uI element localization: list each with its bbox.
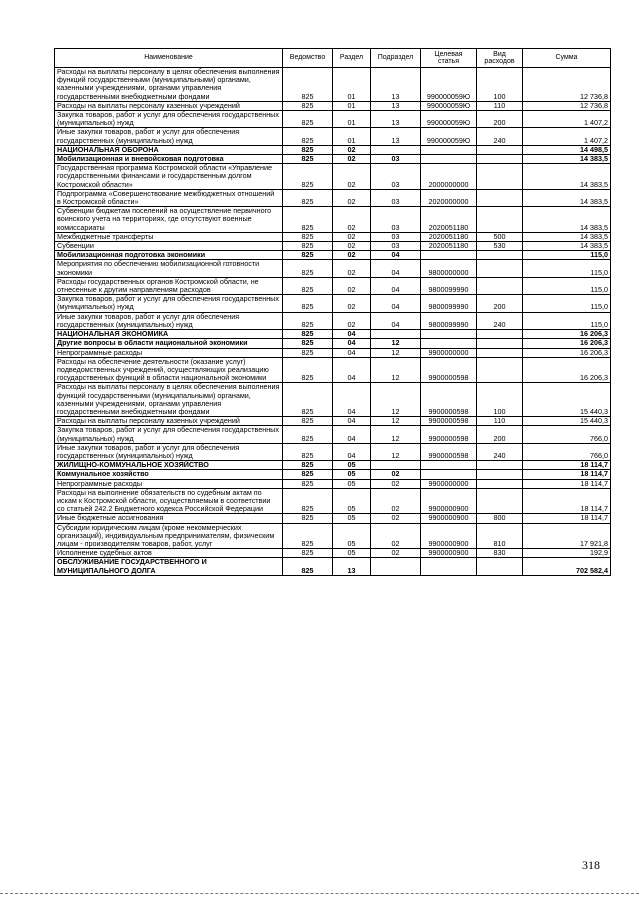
row-section: 01	[333, 101, 371, 110]
row-dept: 825	[283, 488, 333, 514]
row-dept: 825	[283, 101, 333, 110]
row-name: Расходы на выплаты персоналу в целях обеспечения выполнения функций государственными (муниципальными) органами, казенными учреждениями, органами управления государственными внебюджетными фондами	[55, 68, 283, 102]
row-name: Мобилизационная подготовка экономики	[55, 251, 283, 260]
table-row	[55, 383, 611, 417]
row-target	[421, 339, 477, 348]
row-dept: 825	[283, 128, 333, 145]
row-section: 04	[333, 330, 371, 339]
row-section: 02	[333, 189, 371, 206]
row-dept: 825	[283, 145, 333, 154]
row-subsection: 12	[371, 383, 421, 417]
row-name: Расходы на выплаты персоналу в целях обеспечения выполнения функций государственными (муниципальными) органами, казенными учреждениями, органами управления государственными внебюджетными фондами	[55, 383, 283, 417]
row-name: Субвенции	[55, 242, 283, 251]
row-name: Субсидии юридическим лицам (кроме некоммерческих организаций), индивидуальным предпринимателям, физическим лицам - производителям товаров, работ, услуг	[55, 523, 283, 549]
table-row	[55, 443, 611, 460]
row-name: Расходы на обеспечение деятельности (оказание услуг) подведомственных учреждений, осуществляющих реализацию государственных функций в области национальной экономики	[55, 357, 283, 383]
row-target: 9900000900	[421, 549, 477, 558]
row-sum: 14 383,5	[523, 242, 611, 251]
row-exp-type	[477, 461, 523, 470]
row-section: 05	[333, 479, 371, 488]
row-target: 2000000000	[421, 164, 477, 190]
row-name: Закупка товаров, работ и услуг для обеспечения государственных (муниципальных) нужд	[55, 111, 283, 128]
row-sum: 15 440,3	[523, 383, 611, 417]
row-dept: 825	[283, 514, 333, 523]
row-name: НАЦИОНАЛЬНАЯ ЭКОНОМИКА	[55, 330, 283, 339]
row-sum: 15 440,3	[523, 417, 611, 426]
row-sum: 14 383,5	[523, 155, 611, 164]
row-section: 02	[333, 164, 371, 190]
row-name: Иные закупки товаров, работ и услуг для обеспечения государственных (муниципальных) нужд	[55, 312, 283, 329]
table-row	[55, 277, 611, 294]
table-row	[55, 232, 611, 241]
row-name: Расходы на выплаты персоналу казенных учреждений	[55, 101, 283, 110]
row-name: ОБСЛУЖИВАНИЕ ГОСУДАРСТВЕННОГО И МУНИЦИПАЛЬНОГО ДОЛГА	[55, 558, 283, 575]
row-exp-type	[477, 189, 523, 206]
row-exp-type: 500	[477, 232, 523, 241]
row-dept: 825	[283, 426, 333, 443]
row-target: 2020051180	[421, 242, 477, 251]
table-row	[55, 488, 611, 514]
row-sum: 16 206,3	[523, 357, 611, 383]
row-subsection: 04	[371, 277, 421, 294]
row-target	[421, 461, 477, 470]
row-exp-type	[477, 251, 523, 260]
header-subsection: Подраздел	[371, 49, 421, 68]
table-row	[55, 189, 611, 206]
row-dept: 825	[283, 383, 333, 417]
row-section: 04	[333, 417, 371, 426]
table-row	[55, 470, 611, 479]
row-target: 9800099990	[421, 295, 477, 312]
row-section: 04	[333, 348, 371, 357]
row-subsection: 13	[371, 111, 421, 128]
row-section: 04	[333, 443, 371, 460]
row-subsection: 12	[371, 348, 421, 357]
row-dept: 825	[283, 232, 333, 241]
row-sum: 16 206,3	[523, 339, 611, 348]
row-exp-type: 830	[477, 549, 523, 558]
row-name: Мероприятия по обеспечению мобилизационной готовности экономики	[55, 260, 283, 277]
table-header-row	[55, 49, 611, 68]
row-sum: 14 383,5	[523, 164, 611, 190]
budget-table	[54, 48, 611, 576]
table-row	[55, 68, 611, 102]
row-exp-type: 100	[477, 383, 523, 417]
row-name: Закупка товаров, работ и услуг для обеспечения государственных (муниципальных) нужд	[55, 426, 283, 443]
row-sum: 702 582,4	[523, 558, 611, 575]
row-dept: 825	[283, 470, 333, 479]
row-sum: 18 114,7	[523, 514, 611, 523]
header-sum: Сумма	[523, 49, 611, 68]
page-number: 318	[582, 858, 600, 872]
row-sum: 766,0	[523, 443, 611, 460]
row-dept: 825	[283, 330, 333, 339]
row-name: Непрограммные расходы	[55, 348, 283, 357]
row-section: 04	[333, 426, 371, 443]
row-section: 05	[333, 549, 371, 558]
row-subsection: 04	[371, 260, 421, 277]
row-subsection: 02	[371, 479, 421, 488]
row-name: Межбюджетные трансферты	[55, 232, 283, 241]
row-name: Расходы на выполнение обязательств по судебным актам по искам к Костромской области, осуществляемым в соответствии со статьей 242.2 Бюджетного кодекса Российской Федерации	[55, 488, 283, 514]
row-sum: 14 383,5	[523, 189, 611, 206]
table-row	[55, 558, 611, 575]
row-exp-type: 810	[477, 523, 523, 549]
row-section: 02	[333, 242, 371, 251]
row-exp-type	[477, 357, 523, 383]
row-dept: 825	[283, 111, 333, 128]
table-row	[55, 339, 611, 348]
page-bottom-divider	[0, 893, 639, 894]
row-target: 990000059Ю	[421, 111, 477, 128]
table-row	[55, 357, 611, 383]
row-dept: 825	[283, 207, 333, 233]
row-section: 02	[333, 251, 371, 260]
row-sum: 12 736,8	[523, 101, 611, 110]
row-section: 05	[333, 488, 371, 514]
row-sum: 18 114,7	[523, 479, 611, 488]
row-target: 9800099990	[421, 277, 477, 294]
row-dept: 825	[283, 479, 333, 488]
row-sum: 115,0	[523, 251, 611, 260]
row-sum: 1 407,2	[523, 128, 611, 145]
row-sum: 115,0	[523, 312, 611, 329]
row-name: Расходы на выплаты персоналу казенных учреждений	[55, 417, 283, 426]
row-name: Непрограммные расходы	[55, 479, 283, 488]
row-exp-type	[477, 330, 523, 339]
row-subsection: 13	[371, 128, 421, 145]
row-name: Подпрограмма «Совершенствование межбюджетных отношений в Костромской области»	[55, 189, 283, 206]
row-exp-type	[477, 164, 523, 190]
row-section: 02	[333, 277, 371, 294]
row-target: 990000059Ю	[421, 68, 477, 102]
row-subsection: 12	[371, 443, 421, 460]
row-subsection: 13	[371, 68, 421, 102]
row-name: Иные закупки товаров, работ и услуг для обеспечения государственных (муниципальных) нужд	[55, 128, 283, 145]
row-subsection: 04	[371, 312, 421, 329]
row-subsection: 02	[371, 470, 421, 479]
row-name: НАЦИОНАЛЬНАЯ ОБОРОНА	[55, 145, 283, 154]
row-sum: 14 383,5	[523, 207, 611, 233]
row-dept: 825	[283, 189, 333, 206]
row-target: 9900000598	[421, 417, 477, 426]
row-target: 2020000000	[421, 189, 477, 206]
row-exp-type	[477, 479, 523, 488]
row-section: 01	[333, 128, 371, 145]
row-section: 02	[333, 260, 371, 277]
row-target: 990000059Ю	[421, 101, 477, 110]
row-target: 9800000000	[421, 260, 477, 277]
row-subsection: 03	[371, 242, 421, 251]
row-section: 05	[333, 523, 371, 549]
table-row	[55, 312, 611, 329]
row-target	[421, 330, 477, 339]
row-section: 01	[333, 111, 371, 128]
row-exp-type: 110	[477, 101, 523, 110]
row-name: Субвенции бюджетам поселений на осуществление первичного воинского учета на территориях, где отсутствуют военные комиссариаты	[55, 207, 283, 233]
row-exp-type	[477, 260, 523, 277]
table-row	[55, 128, 611, 145]
row-exp-type: 100	[477, 68, 523, 102]
row-dept: 825	[283, 260, 333, 277]
row-exp-type: 530	[477, 242, 523, 251]
row-dept: 825	[283, 523, 333, 549]
row-section: 05	[333, 461, 371, 470]
row-section: 02	[333, 207, 371, 233]
row-sum: 1 407,2	[523, 111, 611, 128]
row-target: 9900000000	[421, 348, 477, 357]
row-subsection: 03	[371, 164, 421, 190]
row-target	[421, 145, 477, 154]
row-target: 9900000598	[421, 357, 477, 383]
row-section: 04	[333, 339, 371, 348]
row-sum: 18 114,7	[523, 470, 611, 479]
row-dept: 825	[283, 443, 333, 460]
row-section: 02	[333, 295, 371, 312]
row-section: 04	[333, 383, 371, 417]
row-subsection: 02	[371, 488, 421, 514]
row-target	[421, 470, 477, 479]
row-exp-type: 240	[477, 128, 523, 145]
row-sum: 14 498,5	[523, 145, 611, 154]
row-subsection: 02	[371, 549, 421, 558]
row-dept: 825	[283, 549, 333, 558]
row-name: Закупка товаров, работ и услуг для обеспечения государственных (муниципальных) нужд	[55, 295, 283, 312]
row-subsection: 12	[371, 417, 421, 426]
row-sum: 115,0	[523, 260, 611, 277]
row-target: 2020051180	[421, 232, 477, 241]
header-exp-type: Вид расходов	[477, 49, 523, 68]
row-section: 04	[333, 357, 371, 383]
row-sum: 14 383,5	[523, 232, 611, 241]
row-name: Коммунальное хозяйство	[55, 470, 283, 479]
row-section: 01	[333, 68, 371, 102]
row-section: 02	[333, 145, 371, 154]
table-row	[55, 514, 611, 523]
row-dept: 825	[283, 277, 333, 294]
table-row	[55, 295, 611, 312]
row-sum: 17 921,8	[523, 523, 611, 549]
row-sum: 16 206,3	[523, 348, 611, 357]
row-section: 05	[333, 514, 371, 523]
row-sum: 12 736,8	[523, 68, 611, 102]
row-dept: 825	[283, 348, 333, 357]
row-exp-type: 240	[477, 443, 523, 460]
row-sum: 115,0	[523, 295, 611, 312]
row-subsection: 03	[371, 207, 421, 233]
table-row	[55, 426, 611, 443]
row-target: 9900000900	[421, 488, 477, 514]
row-dept: 825	[283, 417, 333, 426]
table-row	[55, 523, 611, 549]
row-dept: 825	[283, 558, 333, 575]
row-exp-type: 200	[477, 295, 523, 312]
row-target: 9900000598	[421, 443, 477, 460]
row-name: ЖИЛИЩНО-КОММУНАЛЬНОЕ ХОЗЯЙСТВО	[55, 461, 283, 470]
row-dept: 825	[283, 295, 333, 312]
table-row	[55, 207, 611, 233]
row-name: Государственная программа Костромской области «Управление государственными финансами и государственным долгом Костромской области»	[55, 164, 283, 190]
row-section: 02	[333, 312, 371, 329]
header-section: Раздел	[333, 49, 371, 68]
row-exp-type	[477, 470, 523, 479]
row-dept: 825	[283, 312, 333, 329]
row-dept: 825	[283, 251, 333, 260]
row-dept: 825	[283, 242, 333, 251]
row-target: 9900000900	[421, 523, 477, 549]
row-subsection: 12	[371, 339, 421, 348]
row-exp-type	[477, 207, 523, 233]
row-sum: 18 114,7	[523, 488, 611, 514]
row-exp-type: 800	[477, 514, 523, 523]
row-subsection: 03	[371, 232, 421, 241]
row-name: Расходы государственных органов Костромской области, не отнесенные к другим направлениям расходов	[55, 277, 283, 294]
row-sum: 192,9	[523, 549, 611, 558]
table-body	[55, 68, 611, 576]
row-section: 05	[333, 470, 371, 479]
row-name: Мобилизационная и вневойсковая подготовка	[55, 155, 283, 164]
row-subsection: 02	[371, 523, 421, 549]
row-exp-type: 110	[477, 417, 523, 426]
row-section: 02	[333, 232, 371, 241]
row-subsection: 12	[371, 426, 421, 443]
row-target: 9900000000	[421, 479, 477, 488]
table-row	[55, 164, 611, 190]
table-row	[55, 111, 611, 128]
row-subsection: 02	[371, 514, 421, 523]
row-exp-type	[477, 488, 523, 514]
row-dept: 825	[283, 68, 333, 102]
row-dept: 825	[283, 155, 333, 164]
row-exp-type	[477, 339, 523, 348]
row-dept: 825	[283, 339, 333, 348]
row-exp-type	[477, 155, 523, 164]
row-subsection	[371, 558, 421, 575]
header-name: Наименование	[55, 49, 283, 68]
row-subsection: 04	[371, 295, 421, 312]
row-subsection: 04	[371, 251, 421, 260]
row-target: 990000059Ю	[421, 128, 477, 145]
row-sum: 766,0	[523, 426, 611, 443]
row-sum: 18 114,7	[523, 461, 611, 470]
table-row	[55, 479, 611, 488]
row-target	[421, 251, 477, 260]
row-section: 13	[333, 558, 371, 575]
row-exp-type: 200	[477, 111, 523, 128]
row-target: 9900000900	[421, 514, 477, 523]
row-subsection: 12	[371, 357, 421, 383]
header-target: Целевая статья	[421, 49, 477, 68]
row-dept: 825	[283, 357, 333, 383]
row-name: Исполнение судебных актов	[55, 549, 283, 558]
row-subsection: 03	[371, 155, 421, 164]
row-target	[421, 155, 477, 164]
row-sum: 16 206,3	[523, 330, 611, 339]
row-exp-type	[477, 277, 523, 294]
row-target: 9900000598	[421, 426, 477, 443]
row-target: 2020051180	[421, 207, 477, 233]
row-exp-type: 200	[477, 426, 523, 443]
row-exp-type	[477, 348, 523, 357]
row-sum: 115,0	[523, 277, 611, 294]
row-dept: 825	[283, 461, 333, 470]
row-name: Другие вопросы в области национальной экономики	[55, 339, 283, 348]
row-subsection: 13	[371, 101, 421, 110]
row-target: 9900000598	[421, 383, 477, 417]
table-row	[55, 348, 611, 357]
row-subsection: 03	[371, 189, 421, 206]
row-target: 9800099990	[421, 312, 477, 329]
row-name: Иные закупки товаров, работ и услуг для обеспечения государственных (муниципальных) нужд	[55, 443, 283, 460]
row-exp-type	[477, 145, 523, 154]
header-dept: Ведомство	[283, 49, 333, 68]
row-name: Иные бюджетные ассигнования	[55, 514, 283, 523]
row-target	[421, 558, 477, 575]
row-exp-type: 240	[477, 312, 523, 329]
row-section: 02	[333, 155, 371, 164]
row-exp-type	[477, 558, 523, 575]
table-row	[55, 260, 611, 277]
row-dept: 825	[283, 164, 333, 190]
